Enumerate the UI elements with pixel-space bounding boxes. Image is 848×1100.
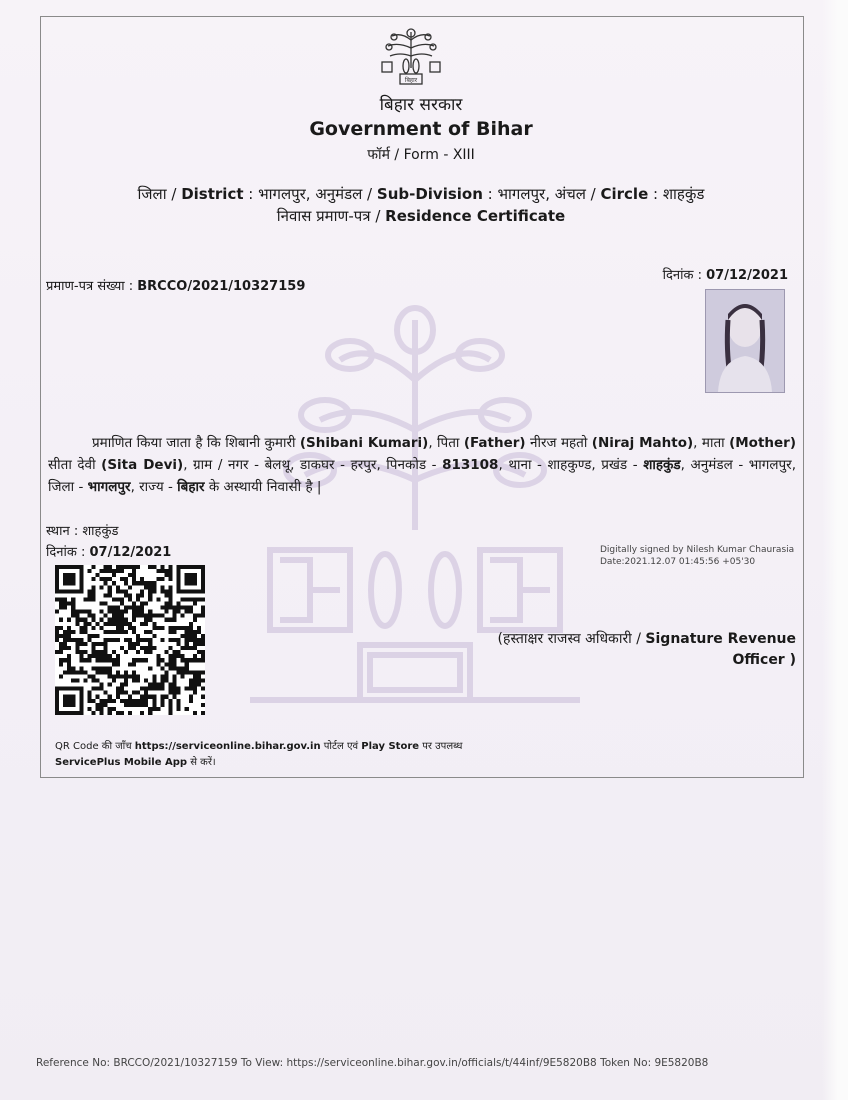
reference-footer: Reference No: BRCCO/2021/10327159 To View: https://serviceonline.bihar.gov.in/officials/t/44inf/9E5820B8 Token No: 9E5820B8	[36, 1057, 709, 1069]
district-line: जिला / District : भागलपुर, अनुमंडल / Sub-Division : भागलपुर, अंचल / Circle : शाहकुंड	[137, 185, 705, 203]
certificate-title: निवास प्रमाण-पत्र / Residence Certificate	[276, 207, 566, 225]
certificate-number: प्रमाण-पत्र संख्या : BRCCO/2021/10327159	[46, 279, 306, 294]
issue-date: दिनांक : 07/12/2021	[46, 545, 172, 560]
certificate-date: दिनांक : 07/12/2021	[662, 268, 788, 283]
emblem-text: बिहार	[404, 77, 418, 84]
applicant-photo	[705, 289, 785, 393]
place: स्थान : शाहकुंड	[46, 524, 119, 539]
qr-code-icon	[55, 565, 205, 715]
bihar-emblem-icon	[376, 26, 446, 86]
qr-verification-note: QR Code की जाँच https://serviceonline.bihar.gov.in पोर्टल एवं Play Store पर उपलब्ध ServicePlus Mobile App से करें।	[55, 741, 463, 768]
certificate-body: प्रमाणित किया जाता है कि शिबानी कुमारी (Shibani Kumari), पिता (Father) नीरज महतो (Niraj Mahto), माता (Mother) सीता देवी (Sita Devi), ग्राम / नगर - बेलथू, डाकघर - हरपुर, पिनकोड - 813108, थाना - शाहकुण्ड, प्रखंड - शाहकुंड, अनुमंडल - भागलपुर, जिला - भागलपुर, राज्य - बिहार के अस्थायी निवासी है |	[48, 435, 796, 495]
signature-block: (हस्ताक्षर राजस्व अधिकारी / Signature Revenue Officer )	[497, 631, 796, 668]
form-number: फॉर्म / Form - XIII	[367, 147, 475, 163]
scan-edge	[822, 0, 848, 1100]
digital-signature: Digitally signed by Nilesh Kumar Chaurasia Date:2021.12.07 01:45:56 +05'30	[600, 545, 795, 567]
hindi-title: बिहार सरकार	[379, 95, 463, 115]
english-title: Government of Bihar	[309, 118, 533, 140]
